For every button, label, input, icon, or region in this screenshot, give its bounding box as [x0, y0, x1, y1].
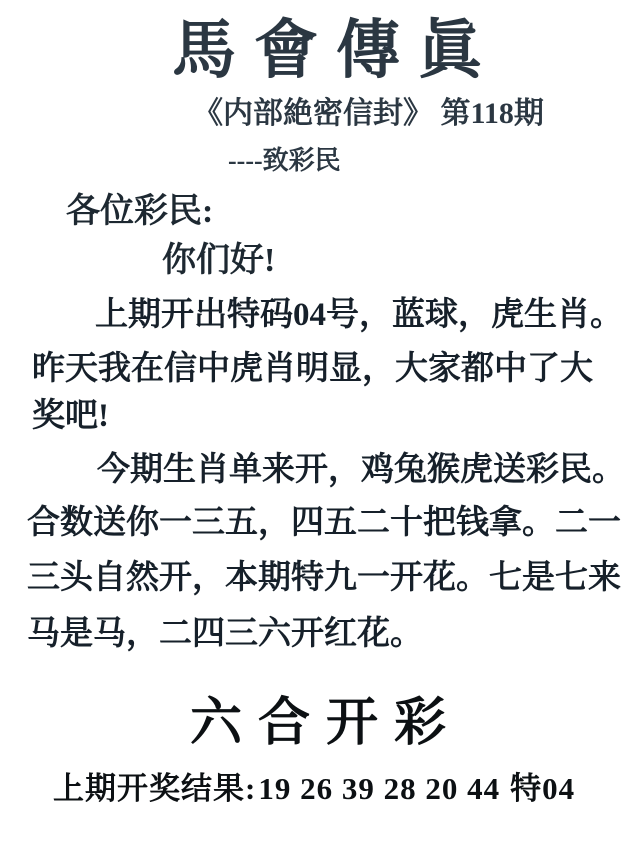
issue-subtitle: 《内部絶密信封》 第118期: [193, 97, 544, 130]
results-label: 上期开奖结果:: [53, 771, 257, 806]
body-line: 昨天我在信中虎肖明显，大家都中了大: [32, 351, 593, 387]
salutation: 各位彩民:: [66, 193, 214, 230]
body-line: 马是马，二四三六开红花。: [27, 616, 423, 652]
body-line: 上期开出特码04号，蓝球，虎生肖。: [95, 297, 623, 333]
greeting: 你们好!: [162, 242, 276, 279]
body-line: 今期生肖单来开，鸡兔猴虎送彩民。: [97, 452, 625, 488]
page-title: 馬會傳眞: [172, 15, 500, 86]
special-number: 特04: [510, 771, 576, 806]
body-line: 奖吧!: [32, 398, 109, 434]
section-heading: 六合开彩: [190, 695, 463, 752]
results-line: [53, 771, 575, 807]
body-line: 三头自然开，本期特九一开花。七是七来: [27, 560, 621, 596]
dedication-line: ----致彩民: [228, 146, 341, 175]
winning-numbers: 19 26 39 28 20 44: [258, 771, 501, 806]
body-line: 合数送你一三五，四五二十把钱拿。二一: [27, 505, 621, 541]
